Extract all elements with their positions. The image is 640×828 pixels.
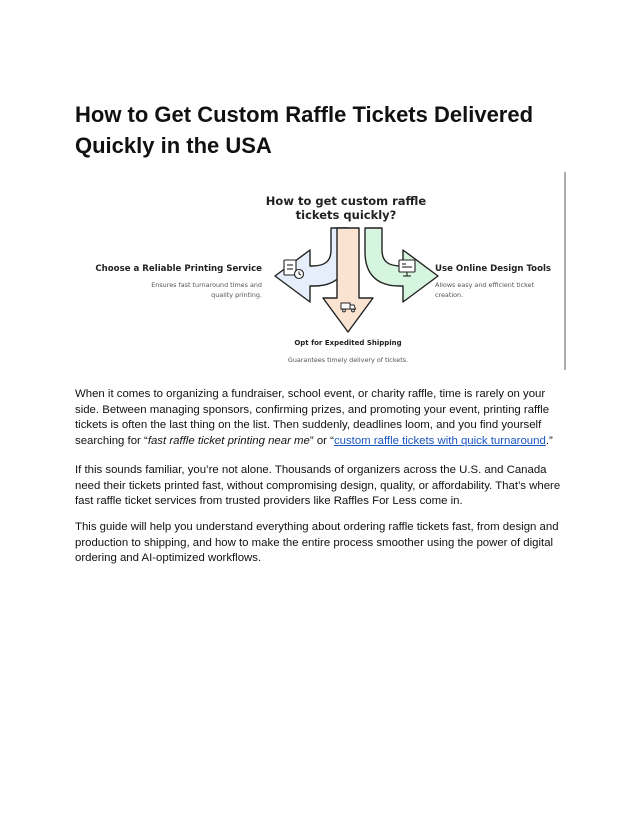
right-step-title: Use Online Design Tools xyxy=(435,264,552,274)
infographic-heading-line1: How to get custom raffle xyxy=(265,194,427,208)
bottom-step-desc: Guarantees timely delivery of tickets. xyxy=(287,356,409,364)
infographic xyxy=(88,170,568,370)
infographic-graphic xyxy=(88,170,568,370)
guide-paragraph: This guide will help you understand everything about ordering raffle tickets fast, from design and production to shipping, and how to make the entire process smoother using the power of digital ordering and AI-optimized workflows. xyxy=(75,521,559,565)
familiar-paragraph: If this sounds familiar, you’re not alone. Thousands of organizers across the U.S. and Canada need their tickets printed fast, without compromising design, quality, or affordability. That’s where fast raffle ticket services from trusted providers like Raffles For Less come in. xyxy=(75,464,561,508)
left-step-desc-line1: Ensures fast turnaround times and xyxy=(151,281,262,289)
intro-mid-text: ” or “ xyxy=(309,434,334,447)
infographic-heading-line2: tickets quickly? xyxy=(295,208,397,222)
intro-paragraph xyxy=(75,387,570,449)
left-step-title: Choose a Reliable Printing Service xyxy=(95,264,262,274)
article-title: How to Get Custom Raffle Tickets Delivered Quickly in the USA xyxy=(75,102,534,158)
intro-lead-text: When it comes to organizing a fundraiser, school event, or charity raffle, time is rarely on your side. Between managing sponsors, confirming prizes, and promoting your event, printing raffle tickets is often the last thing on the list. Then suddenly, deadlines loom, and you find yourself searching for “ xyxy=(75,388,550,447)
custom-raffle-tickets-link[interactable]: custom raffle tickets with quick turnaround xyxy=(333,434,546,447)
left-step-desc-line2: quality printing. xyxy=(211,291,262,299)
right-step-desc-line1: Allows easy and efficient ticket xyxy=(435,281,535,289)
bottom-step-title: Opt for Expedited Shipping xyxy=(294,339,402,347)
search-query-text: fast raffle ticket printing near me xyxy=(147,434,310,447)
intro-tail-text: .” xyxy=(545,434,553,447)
right-step-desc-line2: creation. xyxy=(435,291,464,299)
